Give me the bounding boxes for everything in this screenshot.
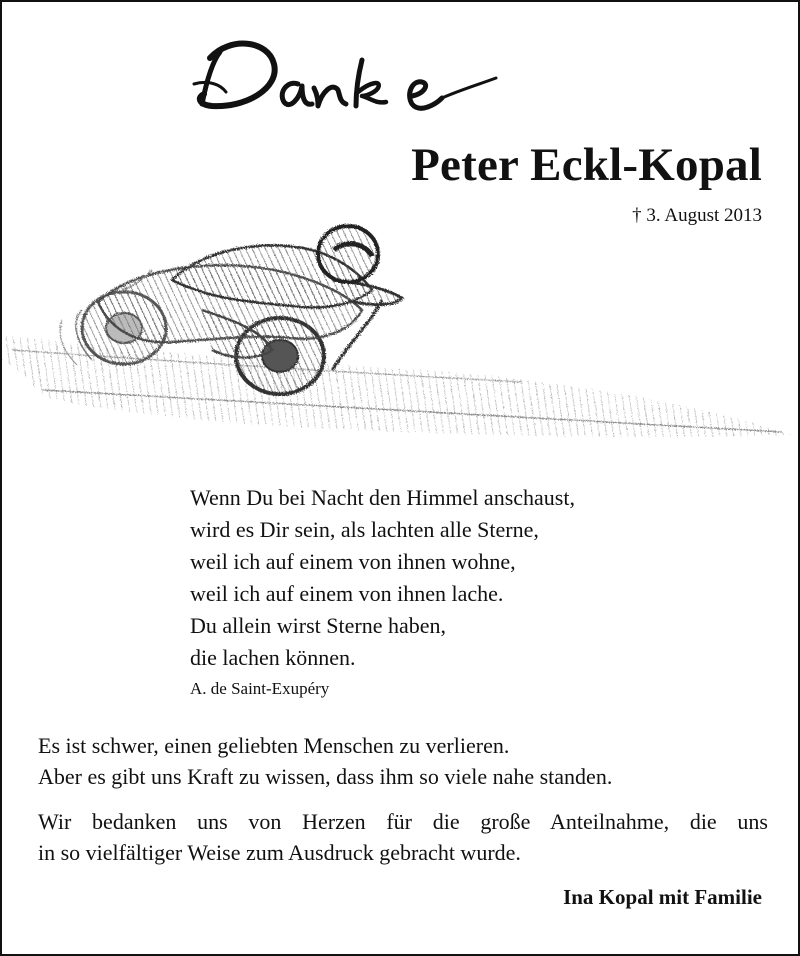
paragraph-line: Wir bedanken uns von Herzen für die große Anteilnahme, die uns [38,809,768,834]
poem-line: Du allein wirst Sterne haben, [190,613,446,638]
danke-script-title [190,22,510,122]
poem-line: wird es Dir sein, als lachten alle Sterne, [190,517,539,542]
paragraph-line: Aber es gibt uns Kraft zu wissen, dass ihm so viele nahe standen. [38,764,613,789]
thanks-paragraph-1 [38,730,768,792]
poem-line: Wenn Du bei Nacht den Himmel anschaust, [190,485,575,510]
poem [190,482,575,674]
poem-author: A. de Saint-Exupéry [190,679,330,698]
paragraph-line: in so vielfältiger Weise zum Ausdruck gebracht wurde. [38,840,521,865]
poem-line: weil ich auf einem von ihnen lache. [190,581,504,606]
poem-line: die lachen können. [190,645,356,670]
signature: Ina Kopal mit Familie [563,885,762,909]
poem-line: weil ich auf einem von ihnen wohne, [190,549,516,574]
death-date: † 3. August 2013 [632,205,762,226]
thanks-paragraph-2 [38,806,768,868]
motorcycle-rider-sketch-icon [2,210,796,450]
deceased-name: Peter Eckl-Kopal [411,139,762,191]
paragraph-line: Es ist schwer, einen geliebten Menschen zu verlieren. [38,733,510,758]
